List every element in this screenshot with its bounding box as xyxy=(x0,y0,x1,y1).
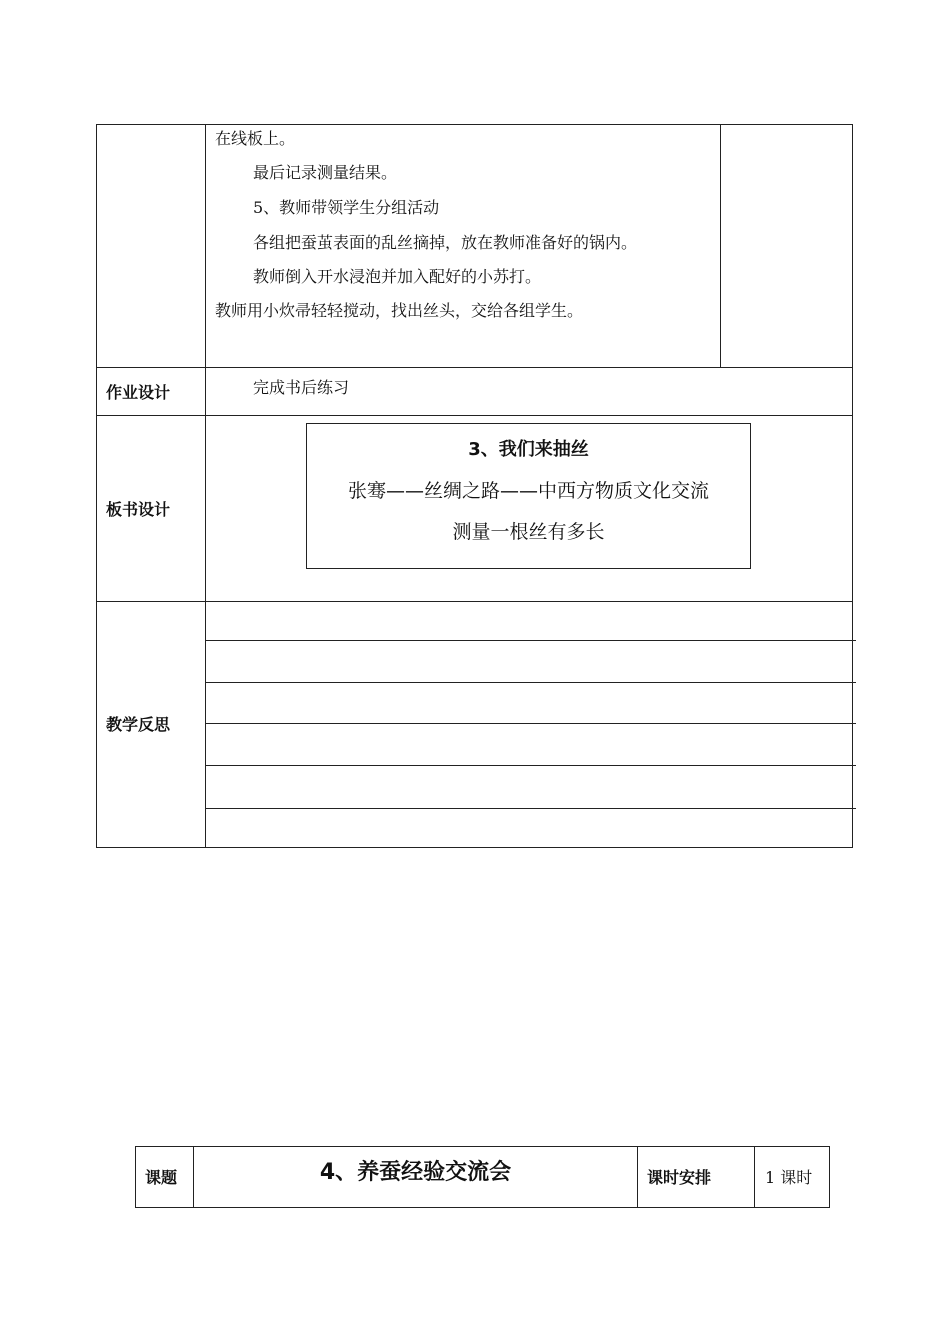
content-line: 各组把蚕茧表面的乱丝摘掉，放在教师准备好的锅内。 xyxy=(253,233,638,252)
table-border-left xyxy=(96,124,97,848)
board-line-1: 张骞——丝绸之路——中西方物质文化交流 xyxy=(347,480,709,502)
table-border-right xyxy=(829,1146,830,1208)
table-border-right xyxy=(852,124,853,848)
board-design-label: 板书设计 xyxy=(106,500,171,519)
row-divider-homework xyxy=(96,367,853,368)
homework-label: 作业设计 xyxy=(106,383,171,402)
blackboard-box xyxy=(306,423,751,569)
row-divider-reflection xyxy=(96,601,853,602)
content-line: 教师倒入开水浸泡并加入配好的小苏打。 xyxy=(253,267,542,286)
schedule-label: 课时安排 xyxy=(647,1168,712,1187)
table-border-top xyxy=(96,124,853,125)
writing-line xyxy=(206,808,856,809)
label-column-divider xyxy=(205,124,206,848)
writing-line xyxy=(206,640,856,641)
writing-line xyxy=(206,723,856,724)
cell-divider xyxy=(754,1146,755,1208)
homework-text: 完成书后练习 xyxy=(253,378,350,397)
reflection-label: 教学反思 xyxy=(106,715,171,734)
content-line: 5、教师带领学生分组活动 xyxy=(253,198,440,217)
board-title: 3、我们来抽丝 xyxy=(468,439,589,460)
table-border-left xyxy=(135,1146,136,1208)
schedule-value: 1 课时 xyxy=(765,1168,813,1187)
content-line: 在线板上。 xyxy=(215,129,296,148)
content-line: 教师用小炊帚轻轻搅动，找出丝头，交给各组学生。 xyxy=(215,301,584,320)
topic-title: 4、养蚕经验交流会 xyxy=(319,1160,512,1185)
writing-line xyxy=(206,765,856,766)
topic-label: 课题 xyxy=(145,1168,178,1187)
table-border-bottom xyxy=(135,1207,830,1208)
cell-divider xyxy=(637,1146,638,1208)
notes-column-divider xyxy=(720,124,721,367)
writing-line xyxy=(206,682,856,683)
content-line: 最后记录测量结果。 xyxy=(253,163,398,182)
table-border-top xyxy=(135,1146,830,1147)
row-divider-board xyxy=(96,415,853,416)
board-line-2: 测量一根丝有多长 xyxy=(452,521,605,543)
table-border-bottom xyxy=(96,847,853,848)
